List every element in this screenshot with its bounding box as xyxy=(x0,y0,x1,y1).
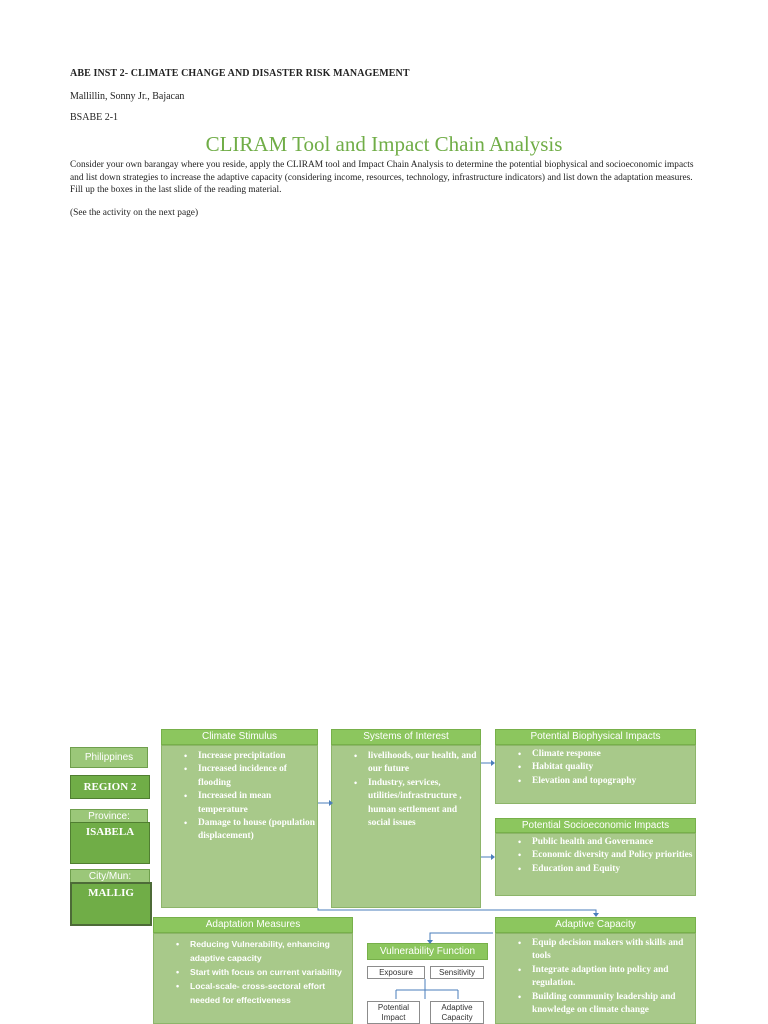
list-item: • Increase precipitation xyxy=(162,750,317,763)
list-item: • Reducing Vulnerability, enhancing adaptive capacity xyxy=(154,937,352,965)
page-title: CLIRAM Tool and Impact Chain Analysis xyxy=(205,132,563,156)
arrow-adaptive-to-vulnerability xyxy=(430,933,493,942)
region-label: REGION 2 xyxy=(83,781,137,793)
arrowhead xyxy=(491,760,495,766)
arrowhead xyxy=(427,940,433,944)
adaptation-measures-heading: Adaptation Measures xyxy=(153,917,353,933)
list-item: • Increased incidence of flooding xyxy=(162,763,317,790)
socioeconomic-impacts-heading: Potential Socioeconomic Impacts xyxy=(495,818,696,833)
list-item: • Start with focus on current variability xyxy=(154,965,352,979)
systems-of-interest-heading: Systems of Interest xyxy=(331,729,481,745)
author-names: Mallillin, Sonny Jr., Bajacan xyxy=(70,91,185,102)
arrowhead xyxy=(329,800,333,806)
course-title: ABE INST 2- CLIMATE CHANGE AND DISASTER RISK MANAGEMENT xyxy=(70,68,410,79)
adaptive-capacity-heading: Adaptive Capacity xyxy=(495,917,696,933)
list-item: • Industry, services, utilities/infrastructure , human settlement and social issues xyxy=(332,777,480,831)
list-item: • Elevation and topography xyxy=(496,775,695,788)
vulnerability-function-heading: Vulnerability Function xyxy=(367,943,488,960)
list-item: • Habitat quality xyxy=(496,761,695,774)
list-item: • Public health and Governance xyxy=(496,836,695,849)
next-page-note: (See the activity on the next page) xyxy=(70,208,199,218)
list-item: • Damage to house (population displacement) xyxy=(162,817,317,844)
province-caption: Province: xyxy=(88,811,130,822)
arrow-to-adaptive-capacity xyxy=(318,908,596,915)
list-item: • Climate response xyxy=(496,748,695,761)
city-caption: City/Mun: xyxy=(88,871,132,882)
adaptive-capacity-small-box: Adaptive Capacity xyxy=(430,1001,484,1024)
list-item: • Local-scale- cross-sectoral effort needed for effectiveness xyxy=(154,979,352,1007)
list-item: • Increased in mean temperature xyxy=(162,790,317,817)
section-label: BSABE 2-1 xyxy=(70,112,119,123)
instructions-paragraph: Consider your own barangay where you reside, apply the CLIRAM tool and Impact Chain Analysis to determine the potential biophysical and socioeconomic impacts and list down strategies to increase the adaptive capacity (considering income, resources, technology, infrastructure indicators) and list down the adaptation measures. Fill up the boxes in the last slide of the reading material. xyxy=(70,160,694,196)
climate-stimulus-heading: Climate Stimulus xyxy=(161,729,318,745)
potential-impact-box: Potential Impact xyxy=(367,1001,420,1024)
exposure-box: Exposure xyxy=(367,966,425,979)
province-value: ISABELA xyxy=(85,826,135,838)
list-item: • Economic diversity and Policy priorities xyxy=(496,849,695,862)
sensitivity-box: Sensitivity xyxy=(430,966,484,979)
country-label: Philippines xyxy=(84,752,134,763)
arrowhead xyxy=(491,854,495,860)
list-item: • Equip decision makers with skills and tools xyxy=(496,937,695,964)
list-item: • livelihoods, our health, and our future xyxy=(332,750,480,777)
city-value: MALLIG xyxy=(88,887,134,899)
biophysical-impacts-heading: Potential Biophysical Impacts xyxy=(495,729,696,745)
list-item: • Integrate adaption into policy and regulation. xyxy=(496,964,695,991)
arrowhead xyxy=(593,913,599,917)
list-item: • Education and Equity xyxy=(496,863,695,876)
list-item: • Building community leadership and knowledge on climate change xyxy=(496,991,695,1018)
